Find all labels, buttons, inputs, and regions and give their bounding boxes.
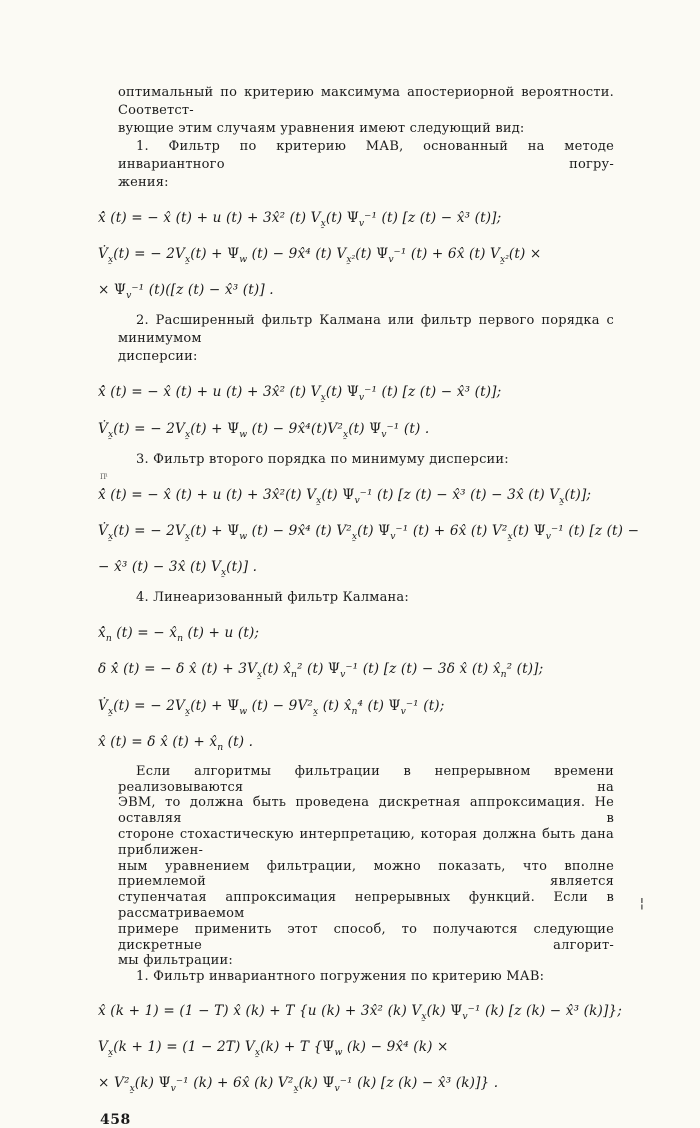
list-item-3 xyxy=(118,451,614,469)
equation-line: − x̂³ (t) − 3x̂ (t) $V_{x̰}(t)$] . xyxy=(98,559,258,579)
equation-block-extended-kalman xyxy=(98,370,614,442)
paragraph-discrete xyxy=(118,764,614,985)
print-artifact-mark: ¦ xyxy=(638,896,646,911)
equation-block-second-order xyxy=(98,473,640,581)
text-line: 3. Фильтр второго порядка по минимуму дисперсии: xyxy=(136,451,509,467)
paragraph-intro xyxy=(118,84,614,138)
print-artifact-mark: П¹ xyxy=(100,473,107,481)
text-line: 2. Расширенный фильтр Калмана или фильтр первого порядка с минимумом xyxy=(118,313,614,347)
text-line: 1. Фильтр инвариантного погружения по критерию МАВ: xyxy=(136,969,545,985)
equation-line: $V_{x̰}(k + 1) = (1 - 2T) V_{x̰}(k) + T$ {$\Psi_w$ (k) − 9x̂⁴ (k) × xyxy=(98,1039,449,1059)
text-line: вующие этим случаям уравнения имеют следующий вид: xyxy=(118,121,525,136)
equation-line: × $\Psi_v^{-1}$ (t)([z (t) − x̂³ (t)] . xyxy=(98,282,274,302)
list-item-2 xyxy=(118,312,614,366)
equation-block-mab-filter xyxy=(98,196,614,304)
text-line: оптимальный по критерию максимума апостериорной вероятности. Соответст- xyxy=(118,85,614,118)
equation-line: $V̇_{x̰}(t)$ = − $2V_{x̰}(t) + \Psi_w$ (t) − 9x̂⁴ (t) $V_{x̰^2}(t)$ $\Psi_v^{-1}$ (t) + 6x̂ (t) $V_{x̰^2}(t)$ × xyxy=(98,246,542,266)
text-line: ступенчатая аппроксимация непрерывных функций. Если в рассматриваемом xyxy=(118,890,614,922)
equation-line: × $V^2_{x̰}(k)$ $\Psi_v^{-1}$ (k) + 6x̂ (k) $V^2_{x̰}(k)$ $\Psi_v^{-1}$ (k) [z (k) − x̂³ (k)]} . xyxy=(98,1075,499,1095)
equation-block-discrete-mab xyxy=(98,989,622,1097)
text-line: дисперсии: xyxy=(118,349,198,365)
text-line: ЭВМ, то должна быть проведена дискретная аппроксимация. Не оставляя в xyxy=(118,795,614,827)
text-line: мы фильтрации: xyxy=(118,953,233,969)
equation-line: x̂̇ (t) = − x̂ (t) + u (t) + 3x̂² (t) $V_{x̰}(t)$ $\Psi_v^{-1}$ (t) [z (t) − x̂³ (t)]; xyxy=(98,384,502,404)
equation-block-linearized-kalman xyxy=(98,611,614,756)
equation-line: $V̇_{x̰}(t)$ = − $2V_{x̰}(t) + \Psi_w$ $(t) - 9V^2_{x̰}$ (t) $x̂_n^4$ (t) $\Psi_v^{-1}$ (t); xyxy=(98,697,445,717)
equation-line: $x̂̇_n$ (t) = − $x̂_n$ (t) + u (t); xyxy=(98,625,260,645)
equation-line: δ x̂̇ (t) = − δ x̂ $(t) + 3V_{x̰}(t)$ $x̂_n^2$ (t) $\Psi_v^{-1}$ (t) [z (t) − 3δ x̂ (t) $x̂_n^2$ (t)]; xyxy=(98,661,544,681)
equation-line: x̂̇ (t) = − x̂ (t) + u (t) + 3x̂² (t) $V_{x̰}(t)$ $\Psi_v^{-1}$ (t) [z (t) − x̂³ (t)]; xyxy=(98,210,502,230)
text-line: Если алгоритмы фильтрации в непрерывном времени реализовываются на xyxy=(118,763,614,795)
equation-line: $V̇_{x̰}(t)$ = − $2V_{x̰}(t) + \Psi_w$ $(t) - 9x̂^4(t)V^2_{x̰}(t)$ $\Psi_v^{-1}$ (t) . xyxy=(98,420,430,440)
list-item-4 xyxy=(118,589,614,607)
page-number: 458 xyxy=(100,1111,131,1128)
equation-line: $V̇_{x̰}(t)$ = − $2V_{x̰}(t) + \Psi_w$ (t) − 9x̂⁴ (t) $V^2_{x̰}(t)$ $\Psi_v^{-1}$ (t) + 6x̂ (t) $V^2_{x̰}(t)$ $\Psi_v^{-1}$ (t) [z (t) − xyxy=(98,522,640,543)
text-line: 1. Фильтр по критерию МАВ, основанный на методе инвариантного погру- xyxy=(118,139,614,172)
text-line: стороне стохастическую интерпретацию, которая должна быть дана приближен- xyxy=(118,827,614,858)
equation-line: x̂ (k + 1) = (1 − T) x̂ (k) + T {u (k) + 3x̂² (k) $V_{x̰}(k)$ $\Psi_v^{-1}$ (k) [z (k) − x̂³ (k)]}; xyxy=(98,1003,622,1023)
list-item-1 xyxy=(118,138,614,192)
text-line: 4. Линеаризованный фильтр Калмана: xyxy=(136,590,409,606)
text-line: жения: xyxy=(118,175,169,190)
equation-line: x̂̇ (t) = − x̂ (t) + u (t) + 3x̂²(t) $V_{x̰}(t)$ $\Psi_v^{-1}$ (t) [z (t) − x̂³ (t) − 3x̂ (t) $V_{x̰}(t)$]; xyxy=(98,486,592,506)
text-line: примере применить этот способ, то получаются следующие дискретные алгорит- xyxy=(118,921,614,953)
text-line: ным уравнением фильтрации, можно показать, что вполне приемлемой является xyxy=(118,858,614,890)
equation-line: x̂ (t) = δ x̂ $(t) + x̂_n$ (t) . xyxy=(98,733,254,753)
